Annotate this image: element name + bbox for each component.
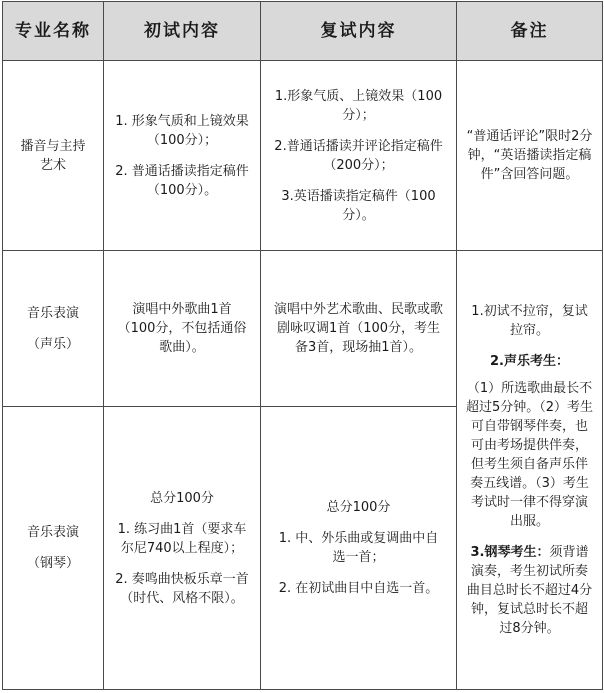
note-item-body: 须背谱演奏，考生初试所奏曲目总时长不超过4分钟，复试总时长不超过8分钟。: [466, 545, 593, 636]
retest-item: 演唱中外艺术歌曲、民歌或歌剧咏叹调1首（100分，考生备3首，现场抽1首）。: [273, 302, 443, 355]
retest-item: 3.英语播读指定稿件（100分）。: [281, 188, 436, 223]
table-header-row: [3, 2, 603, 61]
header-major: 专业名称: [3, 2, 104, 61]
retest-total: 总分100分: [326, 500, 391, 515]
header-retest: 复试内容: [261, 2, 457, 61]
major-subtype: （钢琴）: [26, 556, 79, 571]
note-item-body: （1）所选歌曲最长不超过5分钟。（2）考生可自带钢琴伴奏，也可由考场提供伴奏，但考生须自备声乐伴奏五线谱。（3）考生考试时一律不得穿演出服。: [465, 381, 594, 529]
table-row: [3, 61, 603, 251]
major-cell: [3, 407, 104, 690]
note-item-title: 3.钢琴考生：: [470, 545, 550, 560]
prelim-cell: [104, 61, 261, 251]
prelim-cell: [104, 407, 261, 690]
note-item: 1.初试不拉帘，复试拉帘。: [471, 304, 588, 338]
retest-item: 1. 中、外乐曲或复调曲中自选一首；: [278, 531, 439, 565]
retest-item: 1.形象气质、上镜效果（100分）；: [274, 88, 443, 123]
major-name: 音乐表演: [26, 305, 79, 321]
note-item: [465, 352, 594, 371]
prelim-item: 1. 练习曲1首（要求车尔尼740以上程度）；: [117, 521, 247, 556]
note-item-title: 2.声乐考生：: [490, 354, 569, 369]
major-name-line-1: 播音与主持: [20, 138, 86, 154]
prelim-total: 总分100分: [150, 490, 214, 506]
retest-item: 2.普通话播读并评论指定稿件（200分）；: [274, 138, 443, 173]
note-item: [465, 543, 594, 638]
major-name: 音乐表演: [26, 525, 79, 540]
note-cell: [457, 61, 603, 251]
prelim-cell: [104, 251, 261, 407]
merged-notes-cell: [457, 251, 603, 690]
retest-item: 2. 在初试曲目中自选一首。: [278, 581, 439, 596]
retest-cell: [261, 407, 457, 690]
table-row: [3, 251, 603, 407]
retest-cell: [261, 251, 457, 407]
major-cell: [3, 251, 104, 407]
prelim-item: 演唱中外歌曲1首（100分，不包括通俗歌曲）。: [117, 302, 247, 355]
retest-cell: [261, 61, 457, 251]
exam-content-table: [2, 1, 603, 690]
header-notes: 备注: [457, 2, 603, 61]
major-name-line-2: 艺术: [39, 157, 66, 173]
prelim-item: 2. 奏鸣曲快板乐章一首（时代、风格不限）。: [115, 571, 249, 606]
note-text: “普通话评论”限时2分钟，“英语播读指定稿件”含回答问题。: [466, 129, 593, 182]
prelim-item: 1. 形象气质和上镜效果（100分）；: [115, 113, 249, 148]
major-subtype: （声乐）: [26, 336, 79, 352]
header-prelim: 初试内容: [104, 2, 261, 61]
major-cell: [3, 61, 104, 251]
prelim-item: 2. 普通话播读指定稿件（100分）。: [115, 163, 249, 198]
